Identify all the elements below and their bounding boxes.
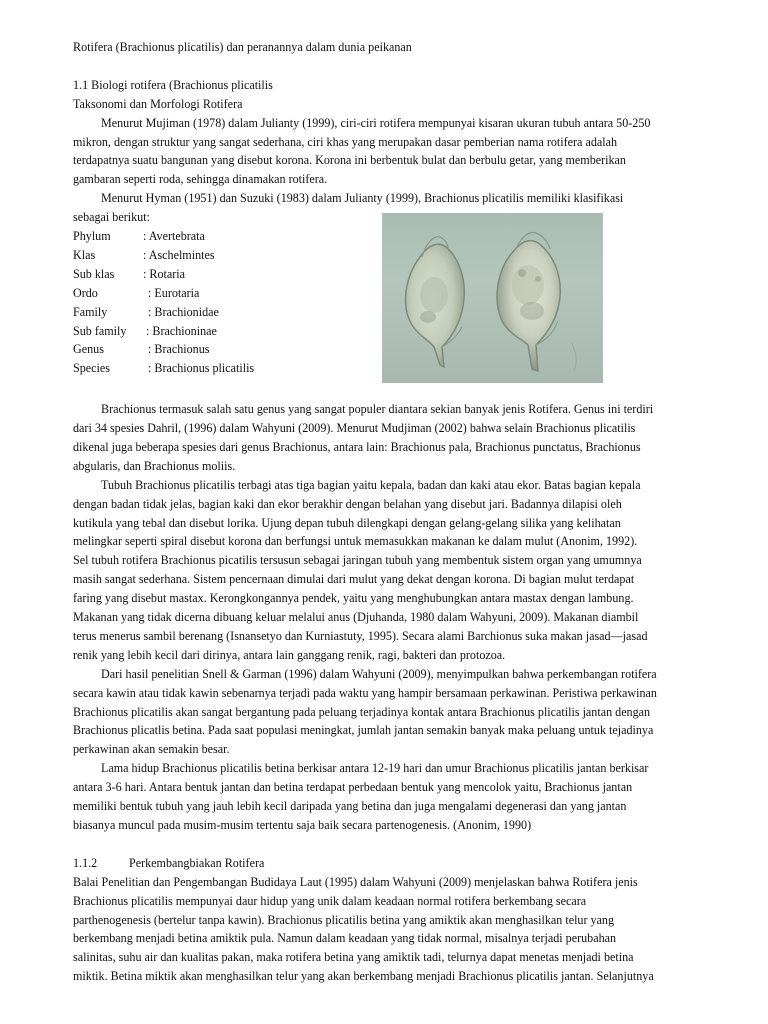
paragraph-line: dikenal juga beberapa spesies dari genus Brachionus, antara lain: Brachionus pala, Brachionus punctatus, Brachionus <box>73 439 641 454</box>
paragraph-line: kutikula yang tebal dan disebut lorika. Ujung depan tubuh dilengkapi dengan gelang-gelang silika yang kelihatan <box>73 515 621 530</box>
taxonomy-rank: Klas <box>73 247 96 262</box>
paragraph-line: masih sangat sederhana. Sistem pencernaan dimulai dari mulut yang dekat dengan korona. Di bagian mulut terdapat <box>73 572 635 587</box>
paragraph-line: Menurut Hyman (1951) dan Suzuki (1983) dalam Julianty (1999), Brachionus plicatilis memiliki klasifikasi <box>101 191 624 206</box>
paragraph-line: Brachionus termasuk salah satu genus yang sangat populer diantara sekian banyak jenis Rotifera. Genus ini terdiri <box>101 402 654 417</box>
paragraph-line: biasanya muncul pada musim-musim tertentu saja baik secara partenogenesis. (Anonim, 1990) <box>73 818 532 832</box>
paragraph-line: sebagai berikut: <box>73 210 150 225</box>
taxonomy-rank: Genus <box>73 342 104 357</box>
paragraph-line: renik yang lebih kecil dari dirinya, antara lain ganggang renik, ragi, bakteri dan protozoa. <box>73 647 506 662</box>
paragraph-line: Lama hidup Brachionus plicatilis betina berkisar antara 12-19 hari dan umur Brachionus plicatilis jantan berkisar <box>101 761 649 776</box>
taxonomy-value: : Brachionus plicatilis <box>148 361 255 376</box>
paragraph-line: salinitas, suhu air dan kualitas pakan, maka rotifera betina yang amiktik tadi, telurnya dapat menetas menjadi betina <box>73 950 634 965</box>
paragraph-line: dari 34 spesies Dahril, (1996) dalam Wahyuni (2009). Menurut Mudjiman (2002) bahwa selain Brachionus plicatilis <box>73 420 636 435</box>
taxonomy-value: : Avertebrata <box>143 229 205 244</box>
paragraph-line: melingkar seperti spiral disebut korona dan berfungsi untuk memasukkan makanan ke dalam mulut (Anonim, 1992). <box>73 534 638 549</box>
paragraph-line: faring yang disebut mastax. Kerongkongannya pendek, yaitu yang menghubungkan antara mastax dengan lambung. <box>73 591 634 606</box>
section-title: Perkembangbiakan Rotifera <box>129 855 265 870</box>
paragraph-line: terdapatnya suatu bangunan yang disebut korona. Korona ini berbentuk bulat dan berbulu getar, yang memberikan <box>73 153 626 168</box>
taxonomy-value: : Brachioninae <box>146 323 217 338</box>
subsection-heading-taksonomi: Taksonomi dan Morfologi Rotifera <box>73 96 243 111</box>
taxonomy-value: : Rotaria <box>143 266 185 281</box>
paragraph-line: miktik. Betina miktik akan menghasilkan telur yang akan berkembang menjadi Brachionus plicatilis jantan. Selanjutnya <box>73 969 654 984</box>
paragraph-line: Tubuh Brachionus plicatilis terbagi atas tiga bagian yaitu kepala, badan dan kaki atau ekor. Batas bagian kepala <box>101 477 641 492</box>
taxonomy-rank: Ordo <box>73 285 98 300</box>
paragraph-line: mikron, dengan struktur yang sangat sederhana, ciri khas yang merupakan dasar pemberian nama rotifera adalah <box>73 134 618 149</box>
taxonomy-rank: Family <box>73 304 108 319</box>
taxonomy-value: : Brachionus <box>148 342 210 357</box>
taxonomy-value: : Eurotaria <box>148 285 200 300</box>
paragraph-line: dengan badan tidak jelas, bagian kaki dan ekor berakhir dengan belahan yang disebut jari. Badannya dilapisi oleh <box>73 496 622 511</box>
rotifer-micrograph <box>382 213 603 383</box>
paragraph-line: Balai Penelitian dan Pengembangan Budidaya Laut (1995) dalam Wahyuni (2009) menjelaskan bahwa Rotifera jenis <box>73 874 638 889</box>
paragraph-3 <box>73 400 761 476</box>
section-heading-1-1-2 <box>73 854 761 873</box>
taxonomy-rank: Phylum <box>73 229 111 244</box>
rotifer-right <box>497 233 560 371</box>
paragraph-line: parthenogenesis (bertelur tanpa kawin). Brachionus plicatilis betina yang amiktik akan menghasilkan telur yang <box>73 912 615 927</box>
paragraph-line: Makanan yang tidak dicerna dibuang keluar melalui anus (Djuhanda, 1980 dalam Wahyuni, 2009). Makanan diambil <box>73 610 639 625</box>
paragraph-line: perkawinan akan semakin besar. <box>73 742 230 757</box>
paragraph-5 <box>73 551 761 664</box>
taxonomy-rank: Species <box>73 361 110 376</box>
taxonomy-rank: Sub klas <box>73 266 115 281</box>
paragraph-line: memiliki bentuk tubuh yang jauh lebih kecil daripada yang betina dan juga mengalami degenerasi dan yang jantan <box>73 799 627 814</box>
paragraph-line: berkembang menjadi betina amiktik pula. Namun dalam keadaan yang tidak normal, misalnya terjadi perubahan <box>73 931 617 946</box>
taxonomy-value: : Aschelmintes <box>143 247 215 262</box>
paragraph-line: terus menerus sambil berenang (Isnansetyo dan Kurniastuty, 1995). Secara alami Barchionus suka makan jasad—jasad <box>73 628 648 643</box>
taxonomy-rank: Sub family <box>73 323 127 338</box>
paragraph-line: antara 3-6 hari. Antara bentuk jantan dan betina terdapat perbedaan bentuk yang mencolok yaitu, Brachionus jantan <box>73 780 633 795</box>
paragraph-6 <box>73 665 761 760</box>
paragraph-line: Brachionus plicatilis akan sangat bergantung pada peluang terjadinya kontak antara Brachionus plicatilis jantan dengan <box>73 704 651 719</box>
blank-line <box>73 835 761 854</box>
paragraph-line: Dari hasil penelitian Snell & Garman (1996) dalam Wahyuni (2009), menyimpulkan bahwa perkembangan rotifera <box>101 666 657 681</box>
paragraph-line: abgularis, dan Brachionus moliis. <box>73 458 236 473</box>
document-page <box>73 38 761 986</box>
paragraph-4 <box>73 476 761 552</box>
paragraph-line: Sel tubuh rotifera Brachionus picatilis tersusun sebagai jaringan tubuh yang membentuk sistem organ yang umumnya <box>73 553 642 568</box>
paragraph-line: Menurut Mujiman (1978) dalam Julianty (1999), ciri-ciri rotifera mempunyai kisaran ukuran tubuh antara 50-250 <box>101 115 651 130</box>
paragraph-line: secara kawin atau tidak kawin sebenarnya terjadi pada waktu yang hampir bersamaan perkawinan. Peristiwa perkawinan <box>73 685 657 700</box>
rotifer-left <box>406 237 465 367</box>
paragraph-7 <box>73 759 761 835</box>
taxonomy-value: : Brachionidae <box>148 304 219 319</box>
paragraph-line: gambaran seperti roda, sehingga dinamakan rotifera. <box>73 172 328 187</box>
paragraph-line: Brachionus plicatilis mempunyai daur hidup yang unik dalam keadaan normal rotifera berkembang secara <box>73 893 587 908</box>
paragraph-8 <box>73 873 761 986</box>
document-title: Rotifera (Brachionus plicatilis) dan peranannya dalam dunia peikanan <box>73 40 412 54</box>
blank-line <box>73 57 761 76</box>
paragraph-1 <box>73 114 761 190</box>
rotifer-micrograph-drawing <box>382 213 603 383</box>
paragraph-line: Brachionus plicatlis betina. Pada saat populasi meningkat, jumlah jantan semakin banyak maka peluang untuk tejadinya <box>73 723 654 738</box>
section-number: 1.1.2 <box>73 855 98 870</box>
section-heading-1-1: 1.1 Biologi rotifera (Brachionus plicatilis <box>73 77 273 92</box>
